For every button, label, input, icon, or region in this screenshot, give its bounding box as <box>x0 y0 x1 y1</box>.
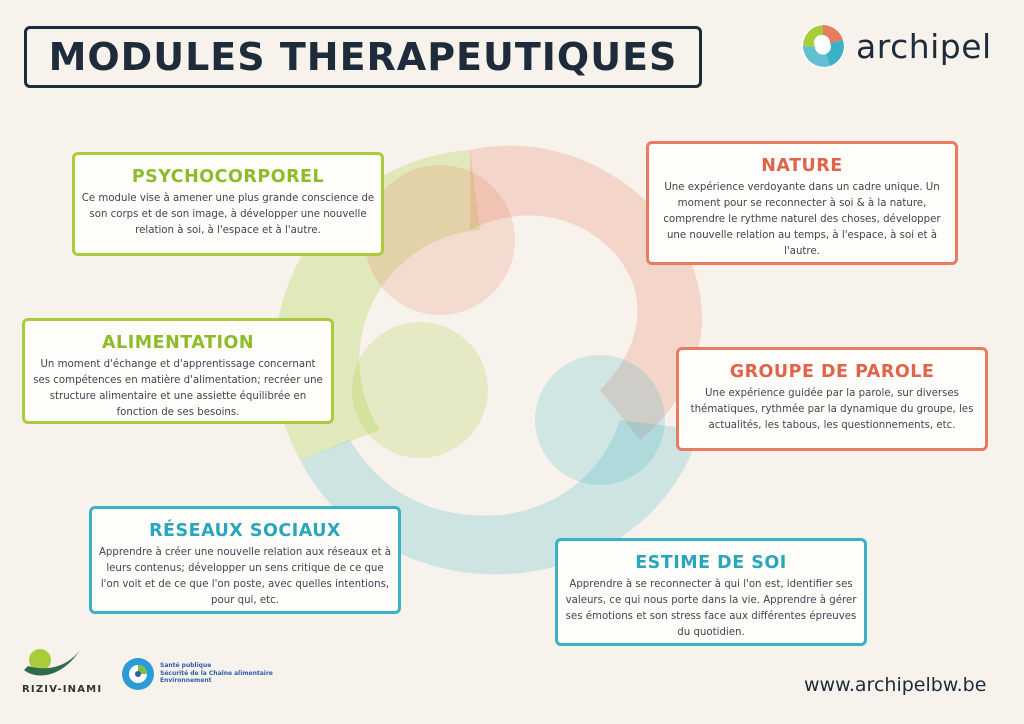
module-title: GROUPE DE PAROLE <box>729 362 935 382</box>
module-card-psychocorporel <box>72 152 384 256</box>
page-title: MODULES THERAPEUTIQUES <box>48 35 678 79</box>
module-description: Un moment d'échange et d'apprentissage concernant ses compétences en matière d'alimentation; recréer une structure alimentaire et une assiette équilibrée en fonction de ses besoins. <box>33 359 323 418</box>
archipel-swirl-logo-icon <box>800 23 846 69</box>
sante-line: Santé publique <box>160 662 212 669</box>
module-card-reseaux-sociaux <box>89 506 401 614</box>
module-description: Ce module vise à amener une plus grande conscience de son corps et de son image, à développer une nouvelle relation à soi, à l'espace et à l'autre. <box>81 193 375 236</box>
module-card-alimentation <box>22 318 334 424</box>
website-link[interactable]: www.archipelbw.be <box>804 674 987 696</box>
module-title: NATURE <box>761 156 843 176</box>
module-card-groupe-de-parole <box>676 347 988 451</box>
module-description: Une expérience guidée par la parole, sur diverses thématiques, rythmée par la dynamique du groupe, les actualités, les tabous, les questionnements, etc. <box>690 388 974 431</box>
riziv-inami-label: RIZIV-INAMI <box>22 684 103 695</box>
module-card-nature <box>646 141 958 265</box>
module-description: Apprendre à créer une nouvelle relation aux réseaux et à leurs contenus; développer un sens critique de ce que l'on voit et de ce que l'on poste, avec quelles intentions, pour qui, etc. <box>98 547 392 606</box>
module-description: Une expérience verdoyante dans un cadre unique. Un moment pour se reconnecter à soi & à la nature, comprendre le rythme naturel des choses, développer une nouvelle relation au temps, à l'espace, à soi et à l'autre. <box>663 182 941 257</box>
module-card-estime-de-soi <box>555 538 867 646</box>
page-title-box <box>24 26 702 88</box>
module-title: RÉSEAUX SOCIAUX <box>149 521 341 541</box>
module-description: Apprendre à se reconnecter à qui l'on est, identifier ses valeurs, ce qui nous porte dans la vie. Apprendre à gérer ses émotions et son stress face aux différentes épreuves du quotidien. <box>565 579 857 638</box>
brand-logo <box>800 20 1010 72</box>
sante-line: Environnement <box>160 677 212 684</box>
module-title: ALIMENTATION <box>102 333 254 353</box>
riziv-inami-logo-icon <box>20 646 86 682</box>
sante-line: Sécurité de la Chaîne alimentaire <box>160 669 273 677</box>
module-title: ESTIME DE SOI <box>635 553 787 573</box>
sante-publique-logo-icon <box>120 656 156 692</box>
sante-publique-text <box>160 662 273 685</box>
brand-wordmark: archipel <box>856 26 992 66</box>
module-title: PSYCHOCORPOREL <box>131 167 325 187</box>
